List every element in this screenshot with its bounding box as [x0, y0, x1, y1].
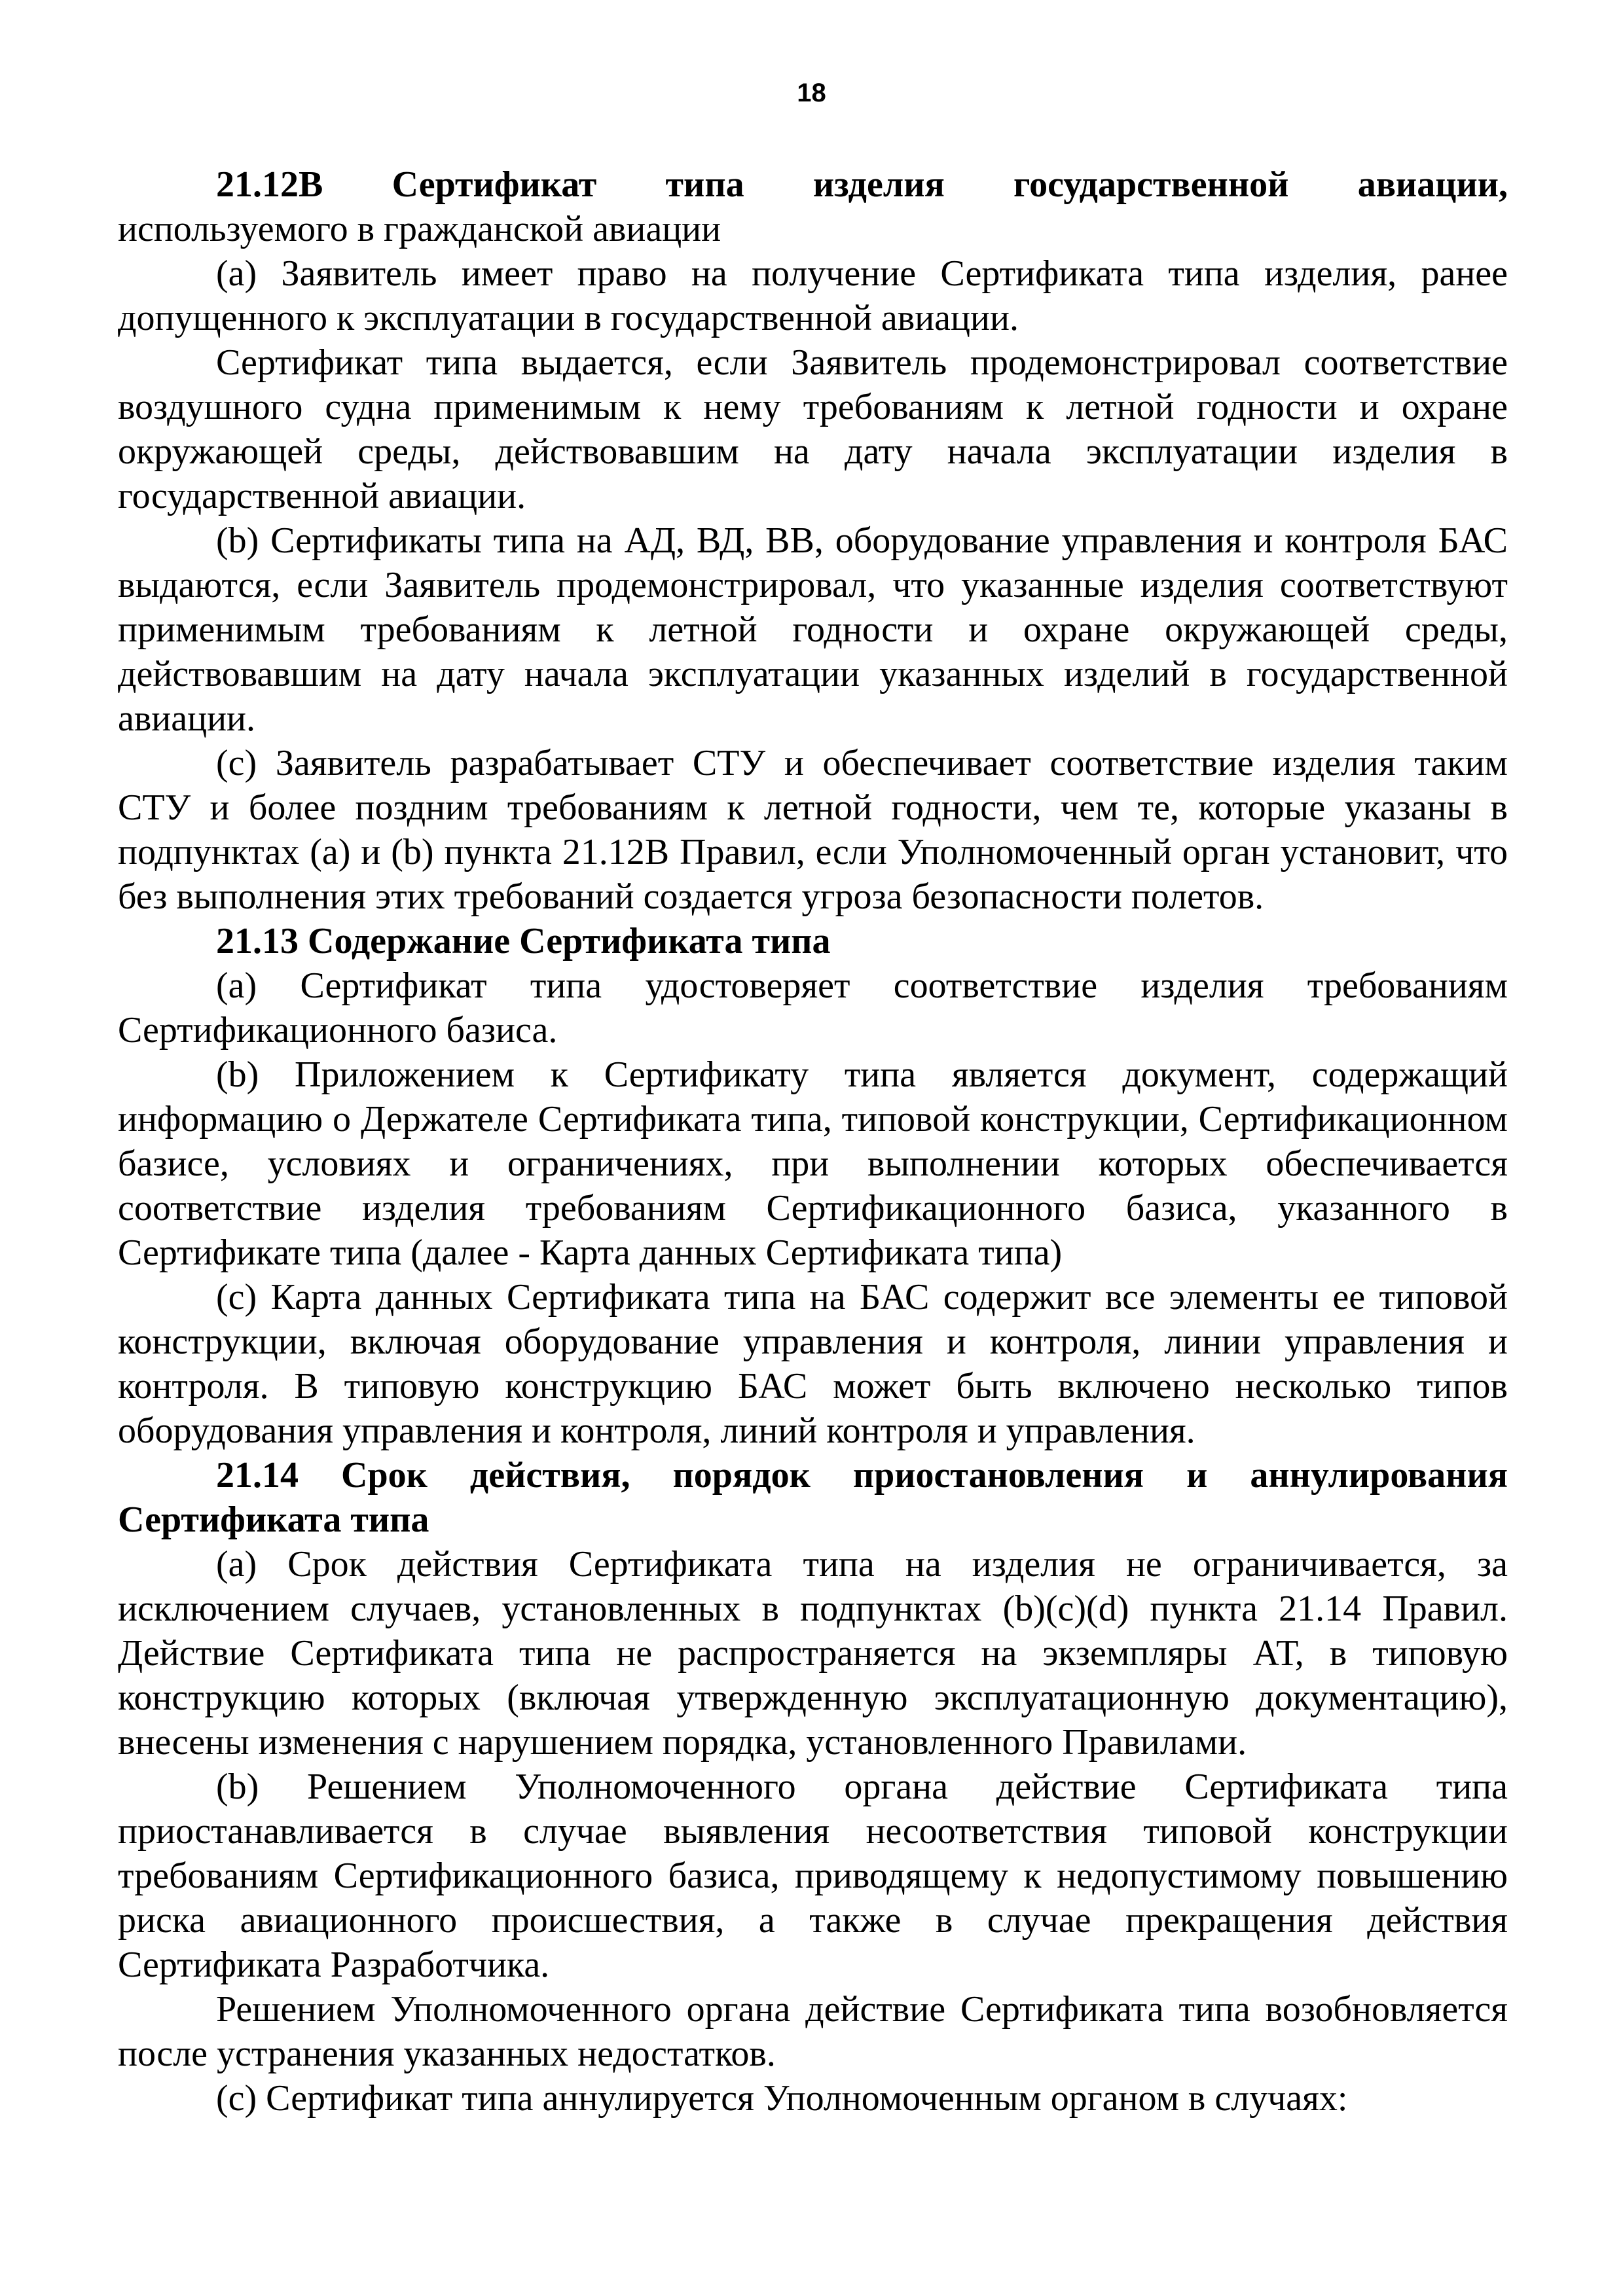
section-heading-21-14: 21.14 Срок действия, порядок приостановления и аннулирования Сертификата типа	[118, 1455, 1508, 1540]
section-heading-21-13: 21.13 Содержание Сертификата типа	[216, 921, 831, 961]
paragraph: Решением Уполномоченного органа действие Сертификата типа возобновляется после устранения указанных недостатков.	[118, 1989, 1508, 2074]
paragraph: (a) Срок действия Сертификата типа на изделия не ограничивается, за исключением случаев, установленных в подпунктах (b)(c)(d) пункта 21.14 Правил. Действие Сертификата типа не распространяется на экземпляры АТ, в типовую конструкцию которых (включая утвержденную эксплуатационную документацию), внесены изменения с нарушением порядка, установленного Правилами.	[118, 1544, 1508, 1763]
section-heading-21-12b: 21.12В Сертификат типа изделия государственной авиации,	[216, 164, 1508, 205]
paragraph: (b) Сертификаты типа на АД, ВД, ВВ, оборудование управления и контроля БАС выдаются, если Заявитель продемонстрировал, что указанные изделия соответствуют применимым требованиям к летной годности и охране окружающей среды, действовавшим на дату начала эксплуатации указанных изделий в государственной авиации.	[118, 520, 1508, 739]
paragraph-heading-continuation: используемого в гражданской авиации	[118, 209, 721, 249]
paragraph: (a) Заявитель имеет право на получение Сертификата типа изделия, ранее допущенного к эксплуатации в государственной авиации.	[118, 253, 1508, 338]
document-body	[118, 162, 1508, 2121]
paragraph: (b) Решением Уполномоченного органа действие Сертификата типа приостанавливается в случае выявления несоответствия типовой конструкции требованиям Сертификационного базиса, приводящему к недопустимому повышению риска авиационного происшествия, а также в случае прекращения действия Сертификата Разработчика.	[118, 1767, 1508, 1985]
paragraph: Сертификат типа выдается, если Заявитель продемонстрировал соответствие воздушного судна применимым к нему требованиям к летной годности и охране окружающей среды, действовавшим на дату начала эксплуатации изделия в государственной авиации.	[118, 342, 1508, 516]
page-number: 18	[797, 79, 826, 107]
paragraph: (a) Сертификат типа удостоверяет соответствие изделия требованиям Сертификационного базиса.	[118, 965, 1508, 1050]
paragraph: (c) Карта данных Сертификата типа на БАС содержит все элементы ее типовой конструкции, включая оборудование управления и контроля, линии управления и контроля. В типовую конструкцию БАС может быть включено несколько типов оборудования управления и контроля, линий контроля и управления.	[118, 1277, 1508, 1451]
paragraph: (c) Заявитель разрабатывает СТУ и обеспечивает соответствие изделия таким СТУ и более поздним требованиям к летной годности, чем те, которые указаны в подпунктах (a) и (b) пункта 21.12В Правил, если Уполномоченный орган установит, что без выполнения этих требований создается угроза безопасности полетов.	[118, 743, 1508, 917]
paragraph: (c) Сертификат типа аннулируется Уполномоченным органом в случаях:	[216, 2078, 1348, 2119]
paragraph: (b) Приложением к Сертификату типа является документ, содержащий информацию о Держателе Сертификата типа, типовой конструкции, Сертификационном базисе, условиях и ограничениях, при выполнении которых обеспечивается соответствие изделия требованиям Сертификационного базиса, указанного в Сертификате типа (далее - Карта данных Сертификата типа)	[118, 1054, 1508, 1273]
